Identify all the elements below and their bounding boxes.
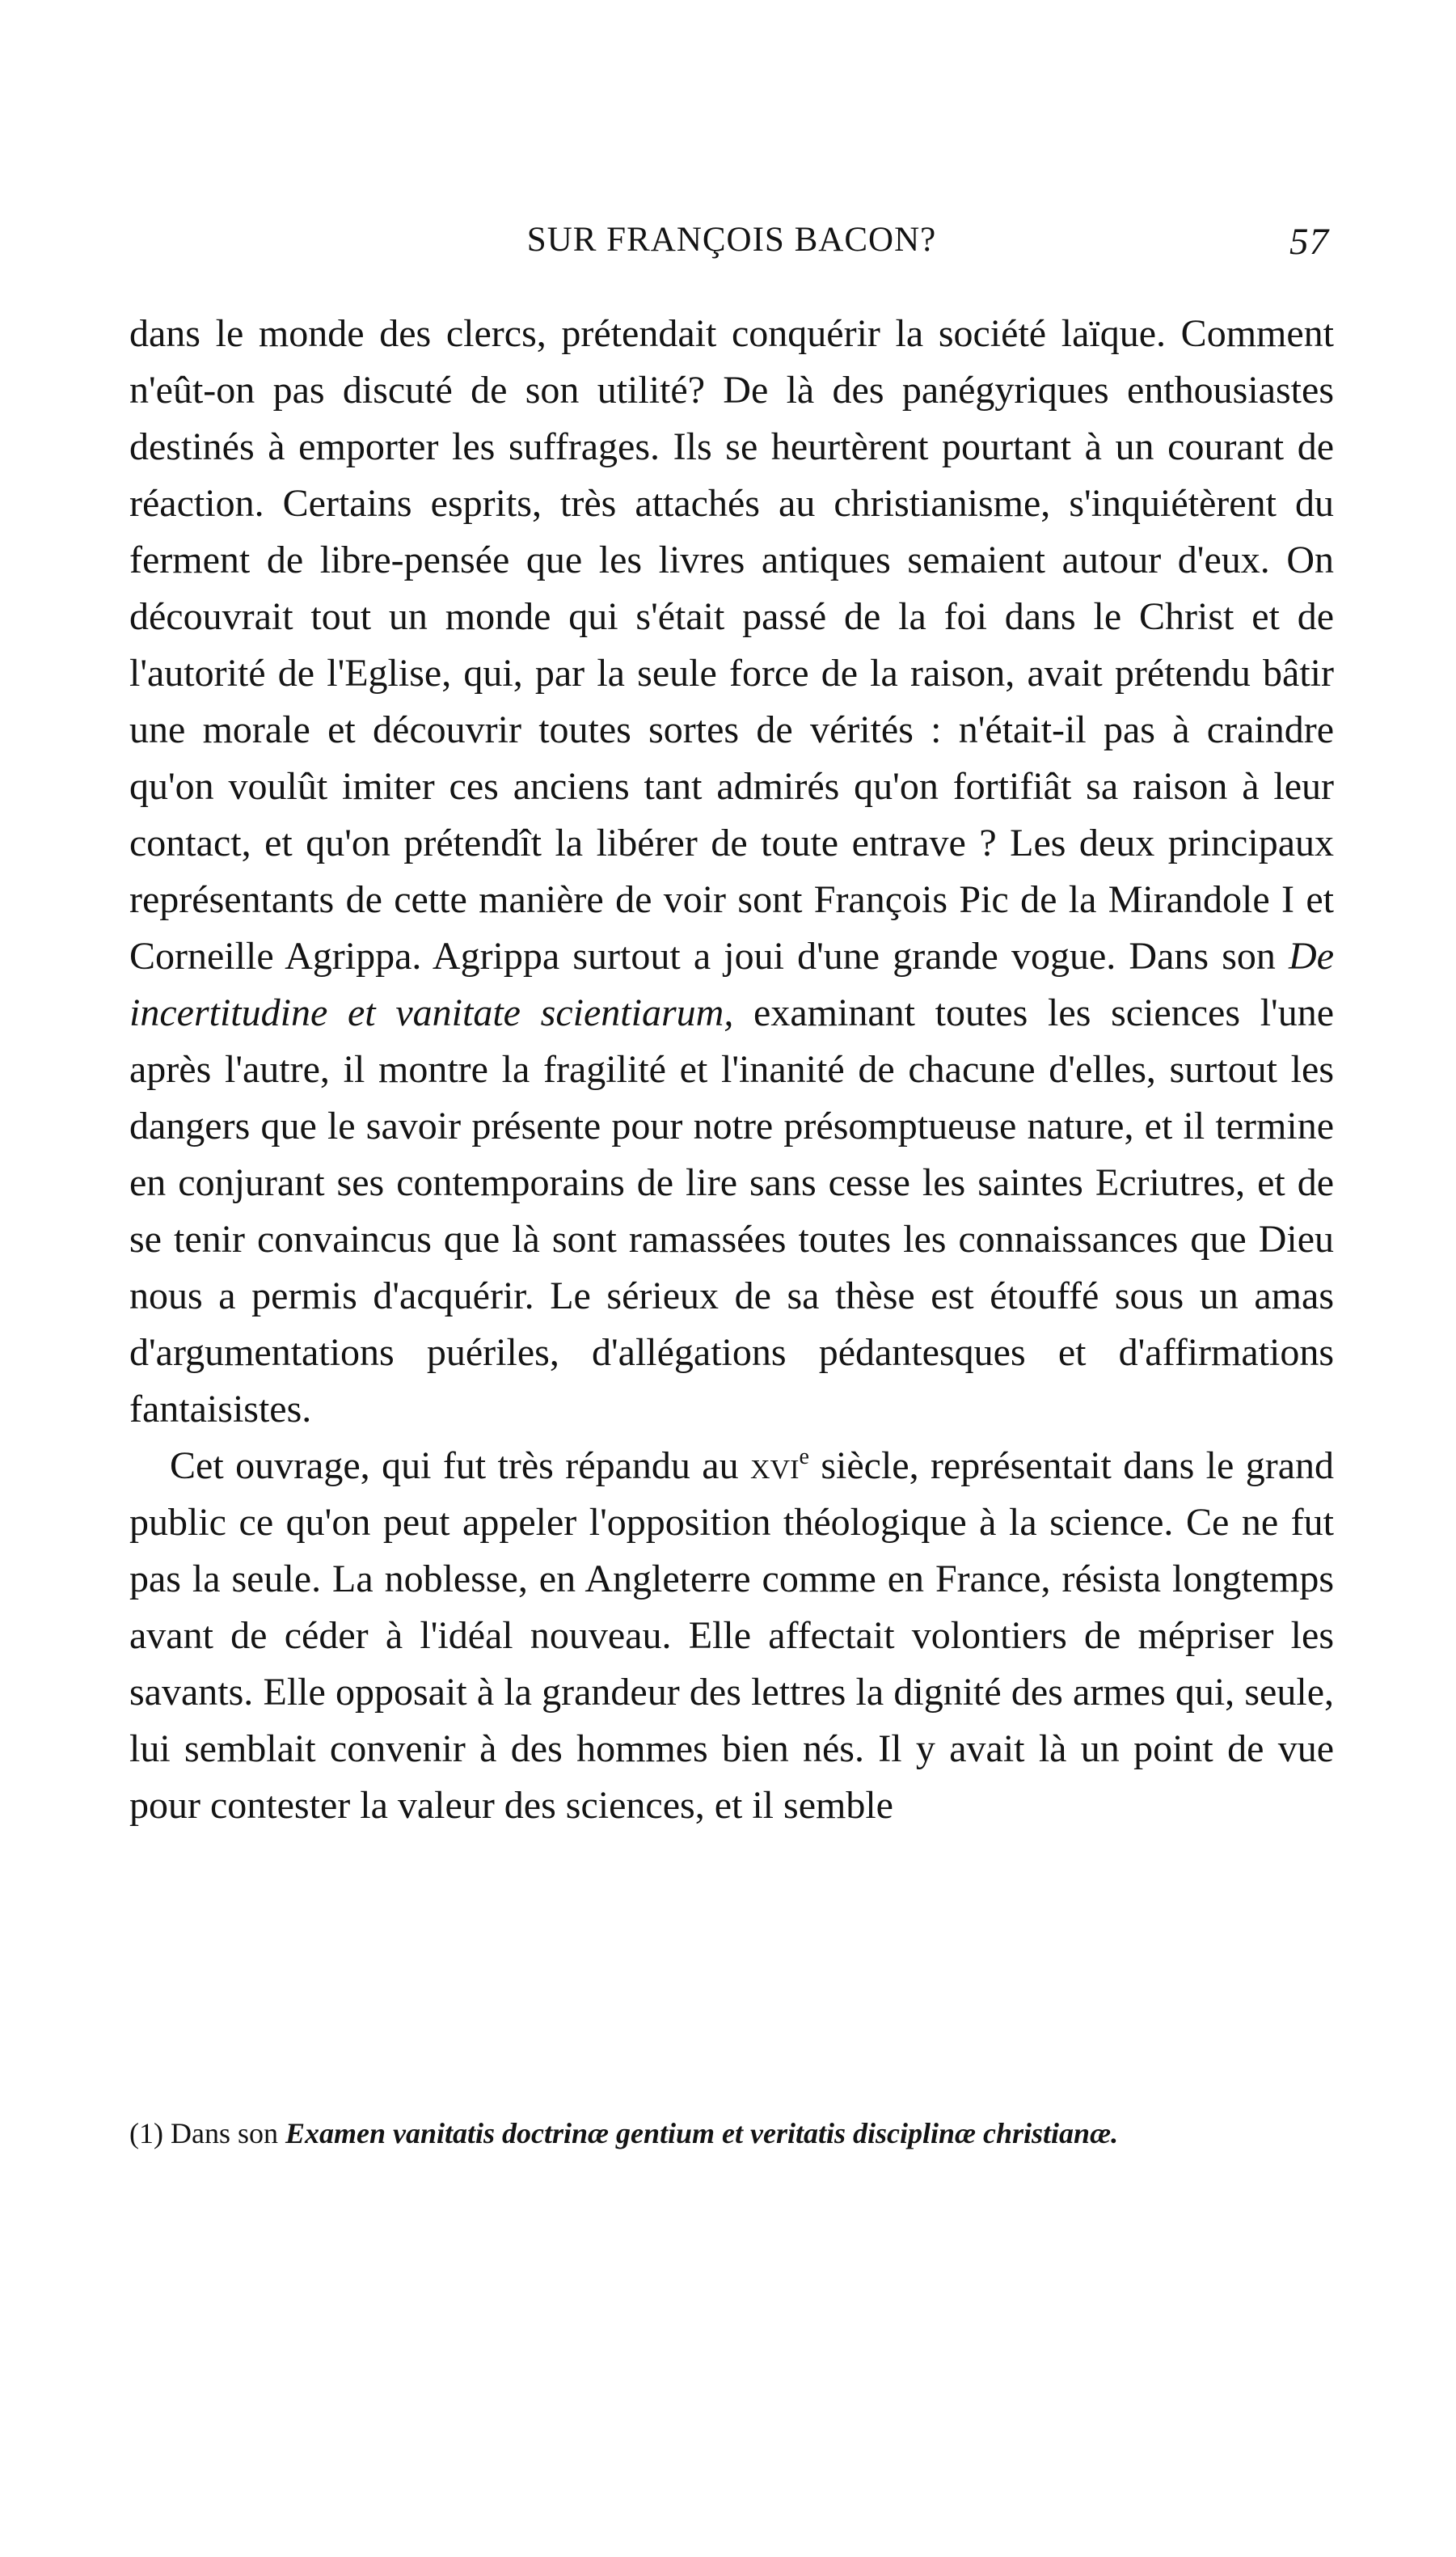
footnote-marker: (1) Dans son: [129, 2117, 278, 2149]
running-head: [129, 220, 1334, 268]
body-text: [129, 306, 1334, 1834]
century-superscript: e: [799, 1444, 809, 1469]
running-title: SUR FRANÇOIS BACON?: [526, 221, 937, 259]
paragraph-1-text-b: examinant toutes les sciences l'une après l'autre, il montre la fragilité et l'inanité de chacune d'elles, surtout les dangers que le savoir présente pour notre présomptueuse nature, et il termine en conjurant ses contemporains de lire sans cesse les saintes Ecriutres, et de se tenir convaincus que là sont ramassées toutes les connaissances que Dieu nous a permis d'acquérir. Le sérieux de sa thèse est étouffé sous un amas d'argumentations puériles, d'allégations pédantesques et d'affirmations fantaisistes.: [129, 991, 1335, 1431]
paragraph-1: [129, 306, 1334, 1438]
book-title: De incertitudine et vanitate scientiarum,: [129, 935, 1335, 1034]
paragraph-2: [129, 1438, 1334, 1834]
century-numeral: xvi: [750, 1444, 800, 1487]
paragraph-2-text-b: siècle, représentait dans le grand public ce qu'on peut appeler l'opposition théologique à la science. Ce ne fut pas la seule. La noblesse, en Angleterre comme en France, résista longtemps avant de céder à l'idéal nouveau. Elle affectait volontiers de mépriser les savants. Elle opposait à la grandeur des lettres la dignité des armes qui, seule, lui semblait convenir à des hommes bien nés. Il y avait là un point de vue pour contester la valeur des sciences, et il semble: [129, 1444, 1335, 1827]
footnote-title: Examen vanitatis doctrinæ gentium et veritatis disciplinæ christianæ.: [285, 2117, 1119, 2149]
paragraph-1-text-a: dans le monde des clercs, prétendait conquérir la société laïque. Comment n'eût-on pas discuté de son utilité? De là des panégyriques enthousiastes destinés à emporter les suffrages. Ils se heurtèrent pourtant à un courant de réaction. Certains esprits, très attachés au christianisme, s'inquiétèrent du ferment de libre-pensée que les livres antiques semaient autour d'eux. On découvrait tout un monde qui s'était passé de la foi dans le Christ et de l'autorité de l'Eglise, qui, par la seule force de la raison, avait prétendu bâtir une morale et découvrir toutes sortes de vérités : n'était-il pas à craindre qu'on voulût imiter ces anciens tant admirés qu'on fortifiât sa raison à leur contact, et qu'on prétendît la libérer de toute entrave ? Les deux principaux représentants de cette manière de voir sont François Pic de la Mirandole I et Corneille Agrippa. Agrippa surtout a joui d'une grande vogue. Dans son: [129, 312, 1334, 978]
paragraph-2-text-a: Cet ouvrage, qui fut très répandu au: [170, 1444, 739, 1487]
page-number: 57: [1289, 221, 1329, 263]
footnote: [129, 2112, 1334, 2154]
